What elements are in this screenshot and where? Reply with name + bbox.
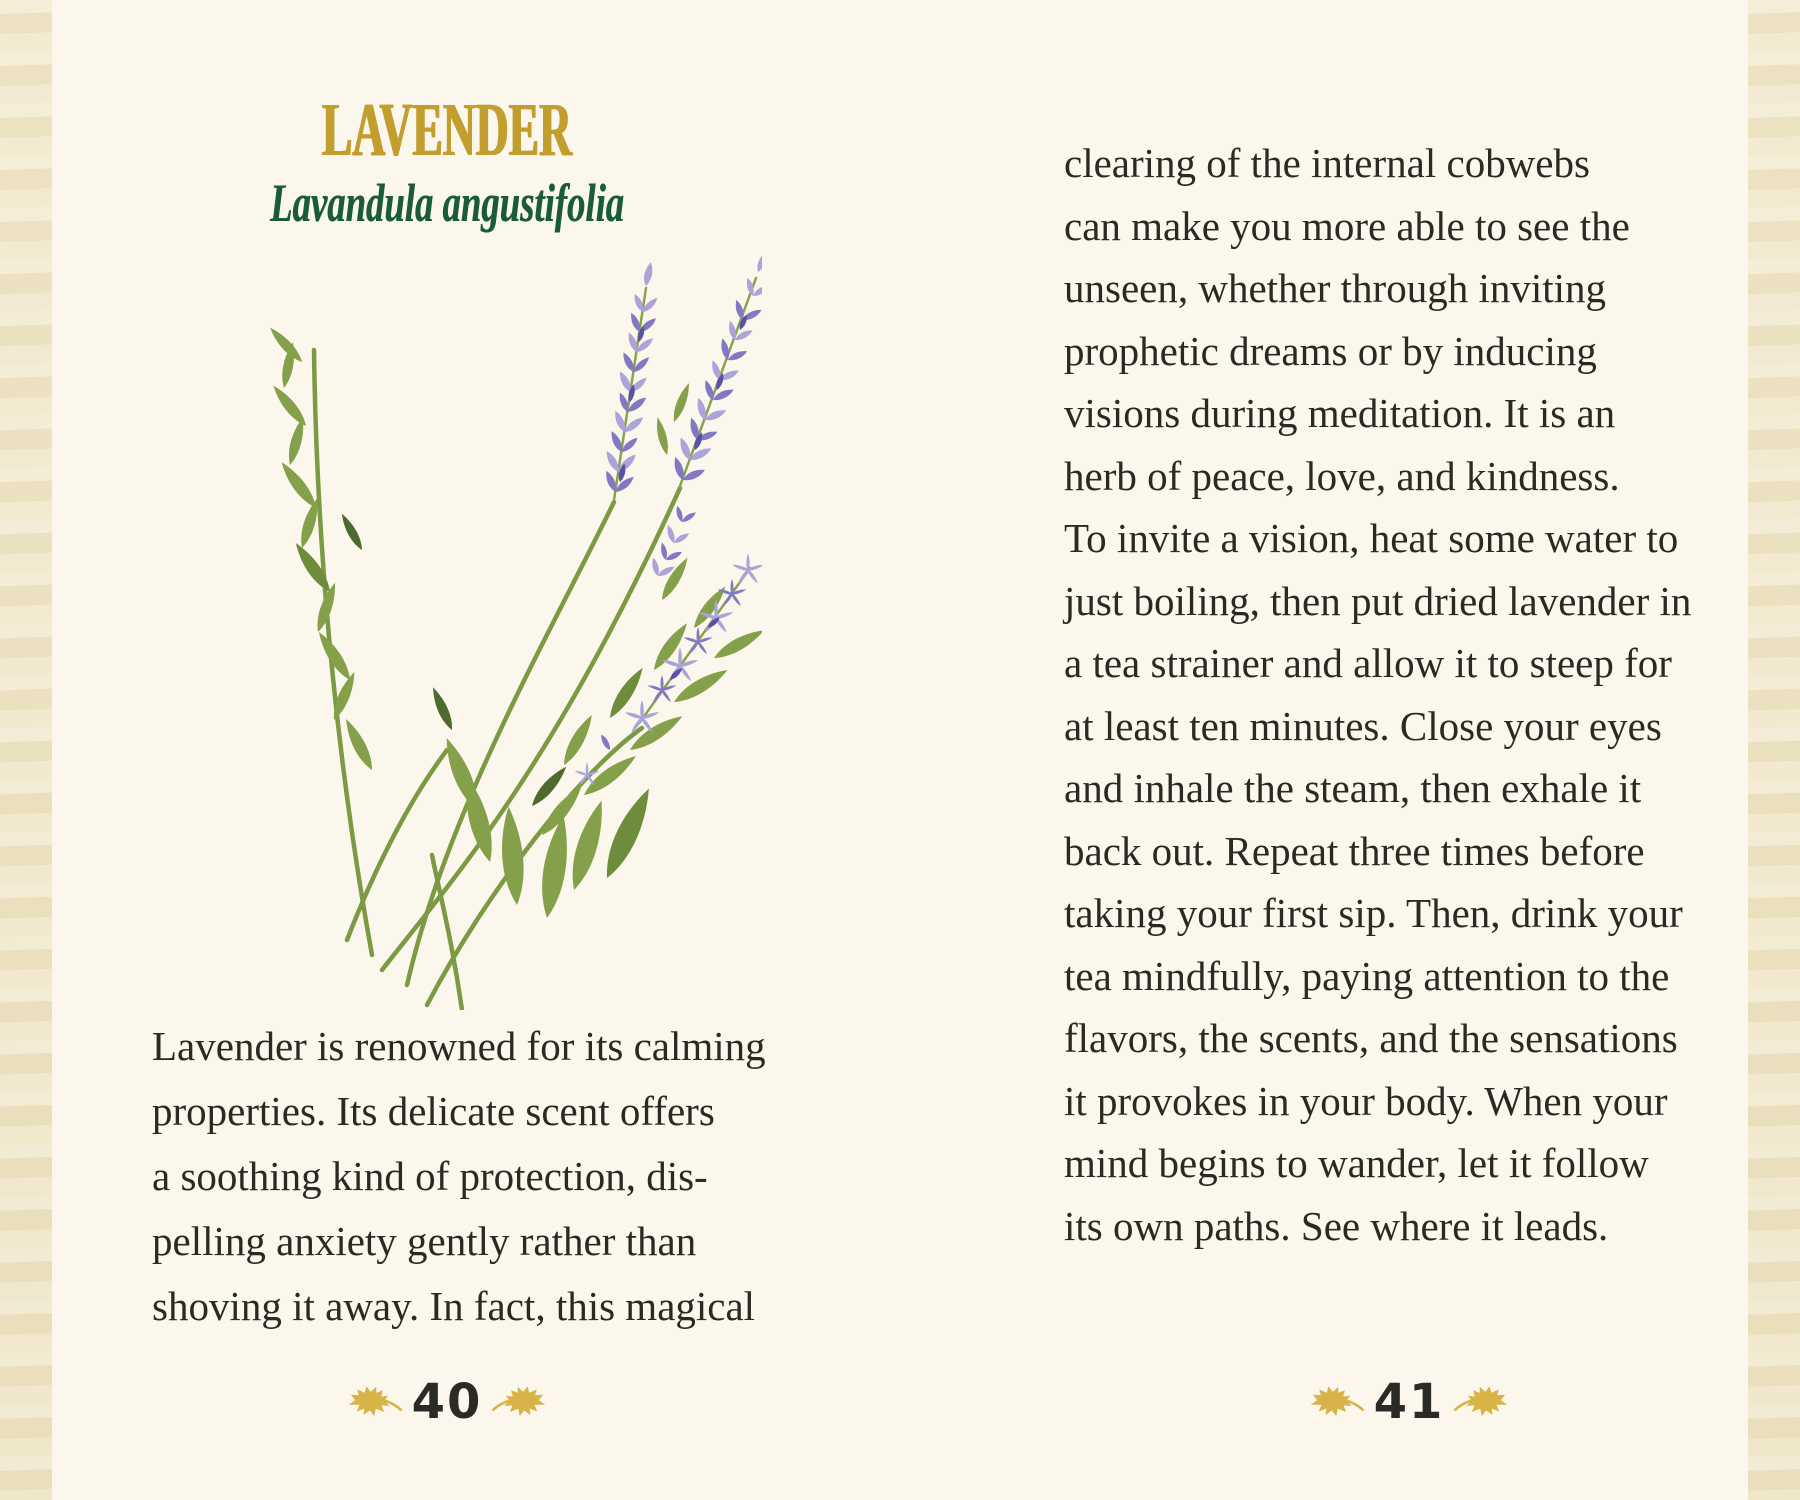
text-line: at least ten minutes. Close your eyes [1064, 702, 1662, 749]
lavender-watercolor-svg [222, 250, 762, 1010]
oak-leaf-left-icon [1308, 1383, 1364, 1421]
desk-surface-left [0, 0, 52, 1500]
left-page-body [152, 1014, 792, 1339]
oak-leaf-left-icon [346, 1383, 402, 1421]
text-line: shoving it away. In fact, this magical [152, 1283, 756, 1329]
text-line: mind begins to wander, let it follow [1064, 1140, 1649, 1186]
text-line: taking your first sip. Then, drink your [1064, 890, 1683, 936]
open-book-page [52, 0, 1748, 1500]
right-page-body [1064, 132, 1764, 1257]
text-line: can make you more able to see the [1064, 202, 1630, 249]
text-line: clearing of the internal cobwebs [1064, 140, 1590, 186]
text-line: Lavender is renowned for its calming [152, 1023, 766, 1069]
oak-leaf-right-icon [1454, 1383, 1510, 1421]
text-line: pelling anxiety gently rather than [152, 1218, 697, 1264]
right-page-footer [1064, 1374, 1754, 1430]
text-line: prophetic dreams or by inducing [1064, 327, 1597, 374]
text-line: flavors, the scents, and the sensations [1064, 1015, 1678, 1061]
text-line: To invite a vision, heat some water to [1064, 515, 1679, 561]
page-number: 41 [1373, 1374, 1445, 1430]
page-number: 40 [411, 1374, 483, 1430]
flower-spike-left [602, 262, 659, 496]
leaves [266, 325, 762, 920]
text-line: unseen, whether through inviting [1064, 265, 1607, 311]
text-line: visions during meditation. It is an [1064, 390, 1616, 436]
latin-name-subtitle: Lavandula angustifolia [269, 173, 625, 233]
text-line: a soothing kind of protection, dis- [152, 1153, 708, 1199]
text-line: it provokes in your body. When your [1064, 1077, 1668, 1124]
lavender-illustration [222, 250, 762, 1010]
page-title: LAVENDER [321, 88, 573, 172]
text-line: properties. Its delicate scent offers [152, 1088, 715, 1134]
text-line: and inhale the steam, then exhale it [1064, 765, 1642, 811]
text-line: herb of peace, love, and kindness. [1064, 452, 1620, 499]
oak-leaf-right-icon [492, 1383, 548, 1421]
text-line: back out. Repeat three times before [1064, 827, 1645, 874]
text-line: just boiling, then put dried lavender in [1064, 577, 1692, 624]
text-line: tea mindfully, paying attention to the [1064, 952, 1670, 999]
left-page-footer [152, 1374, 742, 1430]
flower-spike-right [671, 250, 762, 484]
text-line: a tea strainer and allow it to steep for [1064, 640, 1672, 686]
text-line: its own paths. See where it leads. [1064, 1202, 1609, 1249]
